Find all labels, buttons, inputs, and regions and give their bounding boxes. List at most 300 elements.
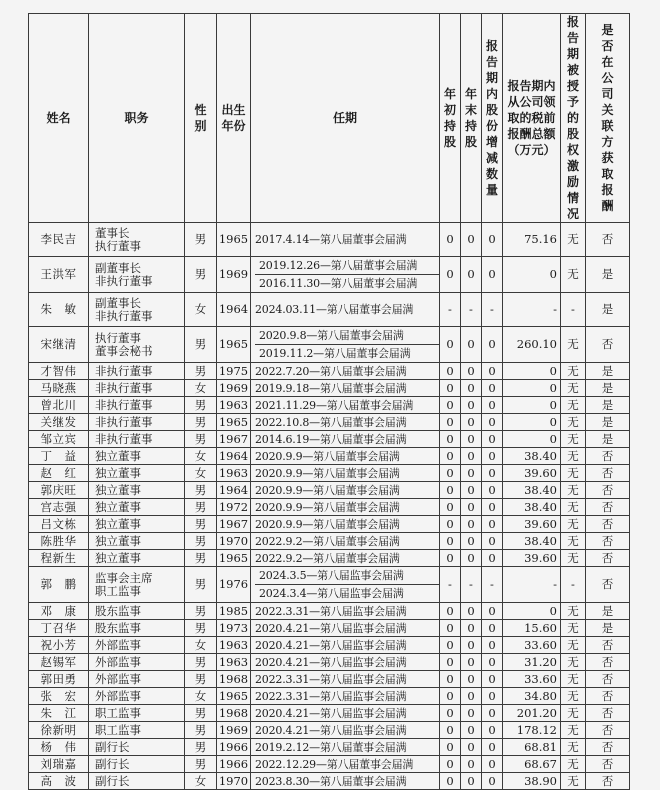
cell-birth-year: 1969 [217,380,251,397]
cell-position-line: 独立董事 [95,499,141,514]
table-row [29,482,630,499]
cell-gender: 男 [185,327,217,363]
cell-gender: 男 [185,533,217,550]
cell-equity-incentive: 无 [561,773,586,790]
cell-pretax-pay: 0 [503,363,561,380]
cell-birth-year: 1965 [217,688,251,705]
cell-share-change: 0 [482,533,503,550]
cell-share-change: 0 [482,414,503,431]
cell-start-shares: 0 [440,603,461,620]
cell-related-party-pay: 否 [586,533,630,550]
cell-term-line: 2014.6.19—第八届董事会届满 [255,432,407,446]
cell-start-shares: 0 [440,739,461,756]
cell-birth-year: 1965 [217,327,251,363]
cell-position-line: 外部监事 [95,671,141,686]
table-row [29,654,630,671]
cell-equity-incentive: 无 [561,671,586,688]
cell-end-shares: 0 [461,499,482,516]
cell-term [251,705,440,722]
cell-equity-incentive: 无 [561,722,586,739]
cell-term [251,380,440,397]
cell-equity-incentive: 无 [561,223,586,257]
cell-start-shares: 0 [440,637,461,654]
table-row [29,688,630,705]
cell-start-shares: 0 [440,620,461,637]
cell-term [251,516,440,533]
cell-end-shares: 0 [461,637,482,654]
executive-compensation-table-sheet [28,13,629,788]
table-row [29,550,630,567]
cell-gender: 男 [185,654,217,671]
cell-position [89,705,185,722]
table-row [29,380,630,397]
cell-end-shares: 0 [461,363,482,380]
cell-equity-incentive: 无 [561,705,586,722]
cell-name: 吕文栋 [29,516,89,533]
cell-birth-year: 1965 [217,414,251,431]
cell-pretax-pay: 0 [503,380,561,397]
cell-term [251,414,440,431]
cell-term-line: 2020.9.9—第八届董事会届满 [255,517,400,531]
cell-term [251,688,440,705]
cell-birth-year: 1967 [217,431,251,448]
cell-position-line: 非执行董事 [95,397,153,412]
cell-end-shares: 0 [461,516,482,533]
table-row [29,533,630,550]
cell-equity-incentive: 无 [561,482,586,499]
cell-position-line: 职工监事 [95,705,141,720]
cell-position [89,620,185,637]
cell-birth-year: 1975 [217,363,251,380]
cell-name: 郭田勇 [29,671,89,688]
cell-related-party-pay: 否 [586,223,630,257]
cell-start-shares: 0 [440,688,461,705]
table-row [29,465,630,482]
cell-pretax-pay: 178.12 [503,722,561,739]
cell-position [89,223,185,257]
cell-term-line: 2020.9.9—第八届董事会届满 [255,449,400,463]
cell-name: 高 波 [29,773,89,790]
cell-gender: 男 [185,482,217,499]
cell-term-line: 2020.9.9—第八届董事会届满 [255,500,400,514]
cell-gender: 女 [185,688,217,705]
cell-related-party-pay: 否 [586,739,630,756]
cell-term [251,223,440,257]
cell-birth-year: 1968 [217,671,251,688]
cell-start-shares: 0 [440,516,461,533]
cell-term-line: 2024.3.5—第八届监事会届满 [259,569,404,582]
cell-share-change: 0 [482,603,503,620]
cell-related-party-pay: 是 [586,603,630,620]
cell-name: 祝小芳 [29,637,89,654]
cell-end-shares: 0 [461,223,482,257]
cell-equity-incentive: 无 [561,380,586,397]
cell-position-line: 副行长 [95,739,130,754]
cell-position [89,603,185,620]
cell-gender: 男 [185,431,217,448]
cell-gender: 女 [185,448,217,465]
cell-position [89,363,185,380]
cell-position-line: 执行董事 [95,238,141,253]
cell-position [89,756,185,773]
cell-share-change: 0 [482,482,503,499]
cell-term-line: 2022.10.8—第八届董事会届满 [255,415,407,429]
cell-name: 宫志强 [29,499,89,516]
cell-gender: 男 [185,567,217,603]
cell-start-shares: 0 [440,705,461,722]
cell-position [89,739,185,756]
cell-gender: 男 [185,499,217,516]
cell-birth-year: 1970 [217,773,251,790]
cell-pretax-pay: 38.40 [503,482,561,499]
cell-name: 邹立宾 [29,431,89,448]
table-row [29,431,630,448]
cell-birth-year: 1963 [217,654,251,671]
table-row [29,705,630,722]
table-row [29,567,630,603]
cell-pretax-pay: 0 [503,397,561,414]
cell-pretax-pay: 38.40 [503,533,561,550]
cell-start-shares: 0 [440,397,461,414]
cell-gender: 女 [185,773,217,790]
table-row [29,620,630,637]
table-row [29,773,630,790]
cell-share-change: 0 [482,448,503,465]
cell-term-line: 2020.4.21—第八届监事会届满 [255,723,407,737]
cell-share-change: 0 [482,705,503,722]
cell-name: 丁召华 [29,620,89,637]
cell-related-party-pay: 否 [586,773,630,790]
cell-position [89,431,185,448]
cell-position [89,327,185,363]
cell-share-change: 0 [482,688,503,705]
cell-name: 王洪军 [29,257,89,293]
cell-birth-year: 1966 [217,739,251,756]
cell-term [251,773,440,790]
cell-end-shares: 0 [461,620,482,637]
cell-gender: 男 [185,671,217,688]
cell-position-line: 非执行董事 [95,431,153,446]
cell-equity-incentive: 无 [561,756,586,773]
cell-term-line: 2022.3.31—第八届监事会届满 [255,672,407,686]
cell-position-line: 外部监事 [95,637,141,652]
cell-related-party-pay: 是 [586,620,630,637]
cell-term [251,533,440,550]
cell-term [251,499,440,516]
cell-position [89,567,185,603]
cell-position-line: 非执行董事 [95,380,153,395]
cell-equity-incentive: 无 [561,431,586,448]
cell-term-line: 2019.11.2—第八届董事会届满 [255,344,439,362]
cell-term [251,756,440,773]
cell-name: 朱 敏 [29,293,89,327]
cell-start-shares: 0 [440,550,461,567]
cell-position-line: 股东监事 [95,603,141,618]
cell-birth-year: 1967 [217,516,251,533]
cell-end-shares: 0 [461,603,482,620]
cell-term [251,637,440,654]
cell-position [89,465,185,482]
cell-name: 赵锡军 [29,654,89,671]
cell-term [251,257,440,293]
table-header [29,14,630,223]
cell-term [251,739,440,756]
cell-position-line: 非执行董事 [95,273,153,288]
cell-position-line: 外部监事 [95,654,141,669]
cell-pretax-pay: 39.60 [503,465,561,482]
cell-term-line: 2020.9.8—第八届董事会届满 [259,329,404,342]
cell-position-line: 非执行董事 [95,308,153,323]
executive-compensation-table [28,13,630,790]
cell-related-party-pay: 否 [586,567,630,603]
cell-pretax-pay: 0 [503,431,561,448]
cell-end-shares: 0 [461,550,482,567]
cell-equity-incentive: 无 [561,688,586,705]
cell-end-shares: 0 [461,705,482,722]
cell-pretax-pay: 33.60 [503,671,561,688]
cell-start-shares: 0 [440,465,461,482]
cell-share-change: 0 [482,363,503,380]
cell-equity-incentive: 无 [561,327,586,363]
table-row [29,637,630,654]
cell-birth-year: 1964 [217,448,251,465]
cell-position [89,637,185,654]
cell-start-shares: 0 [440,448,461,465]
cell-pretax-pay: - [503,567,561,603]
cell-end-shares: 0 [461,482,482,499]
table-row [29,363,630,380]
cell-pretax-pay: 34.80 [503,688,561,705]
cell-name: 张 宏 [29,688,89,705]
cell-related-party-pay: 否 [586,756,630,773]
cell-start-shares: - [440,293,461,327]
cell-birth-year: 1973 [217,620,251,637]
cell-gender: 男 [185,722,217,739]
cell-term [251,620,440,637]
table-row [29,603,630,620]
cell-pretax-pay: 68.67 [503,756,561,773]
cell-term-line: 2024.03.11—第八届董事会届满 [255,303,414,316]
cell-position [89,722,185,739]
cell-gender: 女 [185,380,217,397]
header-name: 姓名 [29,14,89,223]
cell-end-shares: - [461,567,482,603]
cell-pretax-pay: 260.10 [503,327,561,363]
cell-end-shares: 0 [461,414,482,431]
cell-equity-incentive: 无 [561,363,586,380]
cell-term-line: 2020.4.21—第八届监事会届满 [255,706,407,720]
cell-gender: 男 [185,603,217,620]
cell-term-line: 2022.9.2—第八届董事会届满 [255,534,400,548]
cell-term-line: 2019.12.26—第八届董事会届满 [259,259,418,272]
cell-share-change: 0 [482,773,503,790]
cell-term-line: 2020.4.21—第八届监事会届满 [255,621,407,635]
cell-start-shares: 0 [440,654,461,671]
cell-name: 徐新明 [29,722,89,739]
cell-equity-incentive: 无 [561,654,586,671]
cell-gender: 男 [185,620,217,637]
cell-term [251,722,440,739]
cell-share-change: - [482,567,503,603]
cell-gender: 男 [185,414,217,431]
cell-start-shares: 0 [440,533,461,550]
cell-end-shares: 0 [461,533,482,550]
cell-pretax-pay: 201.20 [503,705,561,722]
cell-share-change: 0 [482,431,503,448]
cell-equity-incentive: 无 [561,397,586,414]
cell-pretax-pay: 68.81 [503,739,561,756]
cell-start-shares: 0 [440,223,461,257]
cell-equity-incentive: 无 [561,603,586,620]
cell-position [89,533,185,550]
cell-start-shares: 0 [440,482,461,499]
cell-birth-year: 1970 [217,533,251,550]
cell-pretax-pay: - [503,293,561,327]
cell-name: 刘瑞嘉 [29,756,89,773]
cell-position [89,688,185,705]
cell-position-line: 独立董事 [95,533,141,548]
header-birth-year: 出生年份 [217,14,251,223]
cell-term-line: 2022.3.31—第八届监事会届满 [255,689,407,703]
cell-equity-incentive: - [561,567,586,603]
cell-share-change: 0 [482,550,503,567]
header-share-change: 报告期内股份增减数量 [482,14,503,223]
cell-equity-incentive: 无 [561,516,586,533]
cell-position-line: 监事会主席 [95,570,153,585]
cell-birth-year: 1976 [217,567,251,603]
cell-equity-incentive: - [561,293,586,327]
table-row [29,293,630,327]
cell-pretax-pay: 75.16 [503,223,561,257]
cell-term-line: 2020.4.21—第八届监事会届满 [255,655,407,669]
cell-equity-incentive: 无 [561,465,586,482]
cell-pretax-pay: 15.60 [503,620,561,637]
table-row [29,448,630,465]
cell-term [251,465,440,482]
cell-related-party-pay: 否 [586,327,630,363]
cell-pretax-pay: 38.90 [503,773,561,790]
cell-position [89,516,185,533]
cell-end-shares: 0 [461,327,482,363]
cell-position [89,414,185,431]
cell-term [251,293,440,327]
table-body [29,223,630,790]
cell-pretax-pay: 38.40 [503,499,561,516]
cell-equity-incentive: 无 [561,739,586,756]
cell-name: 程新生 [29,550,89,567]
cell-pretax-pay: 0 [503,414,561,431]
cell-end-shares: 0 [461,431,482,448]
cell-share-change: 0 [482,739,503,756]
cell-position [89,773,185,790]
cell-birth-year: 1969 [217,257,251,293]
cell-position-line: 独立董事 [95,465,141,480]
cell-start-shares: 0 [440,773,461,790]
cell-gender: 男 [185,705,217,722]
cell-birth-year: 1963 [217,637,251,654]
cell-related-party-pay: 是 [586,380,630,397]
cell-position-line: 独立董事 [95,516,141,531]
cell-term [251,550,440,567]
cell-share-change: 0 [482,257,503,293]
cell-equity-incentive: 无 [561,414,586,431]
cell-term-line: 2022.12.29—第八届董事会届满 [255,757,414,771]
cell-birth-year: 1964 [217,482,251,499]
cell-share-change: 0 [482,223,503,257]
cell-related-party-pay: 否 [586,654,630,671]
cell-end-shares: 0 [461,773,482,790]
cell-position-line: 非执行董事 [95,414,153,429]
table-row [29,414,630,431]
cell-position [89,499,185,516]
cell-name: 马晓燕 [29,380,89,397]
cell-position-line: 非执行董事 [95,363,153,378]
cell-gender: 女 [185,293,217,327]
cell-position-line: 副行长 [95,756,130,771]
cell-birth-year: 1966 [217,756,251,773]
cell-pretax-pay: 38.40 [503,448,561,465]
cell-birth-year: 1963 [217,465,251,482]
cell-birth-year: 1968 [217,705,251,722]
cell-related-party-pay: 是 [586,431,630,448]
cell-position [89,397,185,414]
cell-position-line: 董事会秘书 [95,343,153,358]
cell-start-shares: 0 [440,257,461,293]
cell-name: 才智伟 [29,363,89,380]
cell-related-party-pay: 否 [586,722,630,739]
cell-start-shares: - [440,567,461,603]
header-gender: 性别 [185,14,217,223]
cell-related-party-pay: 否 [586,499,630,516]
cell-pretax-pay: 0 [503,257,561,293]
cell-term [251,482,440,499]
cell-birth-year: 1965 [217,223,251,257]
cell-gender: 男 [185,257,217,293]
cell-equity-incentive: 无 [561,637,586,654]
cell-name: 朱 江 [29,705,89,722]
cell-related-party-pay: 否 [586,448,630,465]
table-row [29,257,630,293]
cell-term-line: 2019.2.12—第八届董事会届满 [255,740,407,754]
cell-related-party-pay: 否 [586,550,630,567]
header-related-party-pay: 是否在公司关联方获取报酬 [586,14,630,223]
table-row [29,397,630,414]
cell-name: 李民吉 [29,223,89,257]
cell-pretax-pay: 39.60 [503,516,561,533]
cell-share-change: 0 [482,722,503,739]
header-start-shares: 年初持股 [440,14,461,223]
cell-term [251,397,440,414]
cell-related-party-pay: 否 [586,516,630,533]
cell-term-line: 2016.11.30—第八届董事会届满 [255,274,439,292]
cell-position-line: 独立董事 [95,550,141,565]
cell-related-party-pay: 是 [586,397,630,414]
cell-name: 曾北川 [29,397,89,414]
cell-name: 丁 益 [29,448,89,465]
cell-position-line: 董事长 [95,225,130,240]
cell-share-change: 0 [482,637,503,654]
table-row [29,327,630,363]
cell-term-line: 2023.8.30—第八届董事会届满 [255,774,407,788]
cell-position-line: 职工监事 [95,722,141,737]
cell-term-line: 2024.3.4—第八届监事会届满 [255,584,439,602]
cell-end-shares: 0 [461,257,482,293]
cell-pretax-pay: 31.20 [503,654,561,671]
table-row [29,739,630,756]
cell-position-line: 副董事长 [95,260,141,275]
cell-end-shares: 0 [461,722,482,739]
table-row [29,722,630,739]
